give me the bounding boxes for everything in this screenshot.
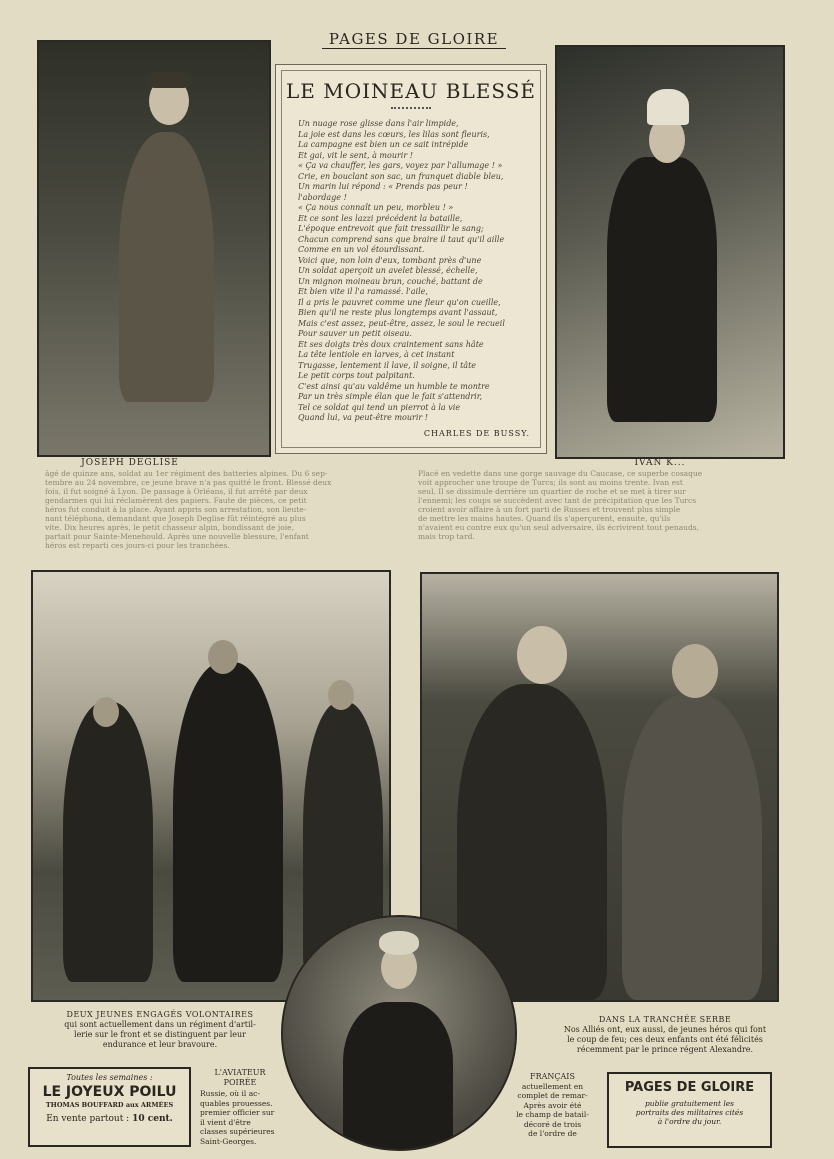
- ad-joyeux-poilu-subtitle: THOMAS BOUFFARD aux ARMÉES: [45, 1101, 174, 1109]
- poem-line: Par un très simple élan que le fait s'attendrir,: [298, 392, 483, 401]
- poem-line: Chacun comprend sans que braire il taut qu'il aille: [298, 234, 505, 244]
- aviator-line-5: Saint-Georges.: [200, 1136, 257, 1146]
- ad-pages-de-gloire-line-1: portraits des militaires cités: [635, 1108, 744, 1117]
- poem-author: CHARLES DE BUSSY.: [423, 429, 530, 438]
- caption-line: héros fut conduit à la place. Ayant appris son arrestation, son lieute-: [45, 505, 307, 514]
- caption-line: gendarmes qui lui réclamèrent des papiers. Faute de pièces, ce petit: [45, 496, 307, 505]
- poem-line: Quand lui, va peut-être mourir !: [298, 413, 428, 422]
- caption-line: Placé en vedette dans une gorge sauvage du Caucase, ce superbe cosaque: [418, 469, 703, 478]
- poem-line: « Ça va chauffer, les gars, voyez par l'allumage ! »: [298, 161, 503, 170]
- caption-volunteers-title: DEUX JEUNES ENGAGÉS VOLONTAIRES: [66, 1010, 254, 1019]
- francais-line-3: le champ de batail-: [516, 1110, 589, 1119]
- aviator-line-1: quables prouesses.: [200, 1098, 273, 1108]
- caption-line: tembre au 24 novembre, ce jeune brave n'a pas quitté le front. Blessé deux: [45, 478, 332, 487]
- francais-text: [505, 1072, 600, 1139]
- caption-line: nant téléphona, demandant que Joseph Deglise fût réintégré au plus: [45, 514, 306, 523]
- ad-pages-de-gloire: [607, 1072, 772, 1148]
- caption-ivan-k-text: [418, 469, 778, 559]
- ad-joyeux-poilu-sale: En vente partout :: [46, 1114, 130, 1124]
- poem-line: La campagne est bien un ce sait intrépide: [298, 140, 469, 149]
- poem-line: La tête lentiole en larves, à cet instant: [298, 350, 455, 359]
- poem-line: Un marin lui répond : « Prends pas peur !: [298, 182, 468, 191]
- poem-line: Un mignon moineau brun, couché, battant de: [298, 276, 483, 286]
- ad-joyeux-poilu-sale-line: [30, 1114, 189, 1124]
- ad-joyeux-poilu: [28, 1067, 191, 1147]
- poem-line: Voici que, non loin d'eux, tombant près d'une: [298, 255, 482, 265]
- caption-serbian-trench-line-1: le coup de feu; ces deux enfants ont été félicités: [567, 1035, 763, 1044]
- francais-line-1: complet de remar-: [517, 1091, 588, 1100]
- poem-line: Pour sauver un petit oiseau.: [298, 329, 412, 338]
- caption-ivan-k-title: IVAN K...: [634, 458, 686, 468]
- aviator-line-3: il vient d'être: [200, 1117, 251, 1127]
- caption-line: âgé de quinze ans, soldat au 1er régiment des batteries alpines. Du 6 sep-: [45, 469, 328, 478]
- poem-line: Un nuage rose glisse dans l'air limpide,: [298, 119, 459, 128]
- poem-line: C'est ainsi qu'au valdême un humble te montre: [298, 381, 490, 391]
- caption-line: de mettre les mains hautes. Quand ils s'aperçurent, ensuite, qu'ils: [418, 514, 671, 523]
- poem-box: [275, 64, 547, 454]
- caption-line: vite. Dix heures après, le petit chasseur alpin, bondissant de joie,: [45, 523, 294, 532]
- caption-volunteers-line-2: endurance et leur bravoure.: [102, 1040, 218, 1049]
- caption-joseph-deglise-text: [45, 469, 405, 559]
- caption-line: seul. Il se dissimule derrière un quartier de roche et se met à tirer sur: [418, 487, 686, 496]
- francais-line-0: actuellement en: [521, 1081, 584, 1091]
- ad-joyeux-poilu-title: LE JOYEUX POILU: [42, 1084, 177, 1100]
- ad-joyeux-poilu-top: Toutes les semaines :: [66, 1073, 153, 1082]
- caption-serbian-trench-line-0: Nos Alliés ont, eux aussi, de jeunes héros qui font: [563, 1025, 767, 1034]
- page-header: PAGES DE GLOIRE: [328, 30, 500, 48]
- poem-line: Bien qu'il ne reste plus longtemps avant l'assaut,: [298, 308, 498, 317]
- caption-serbian-trench-line-2: récemment par le prince régent Alexandre.: [576, 1045, 754, 1054]
- caption-line: partait pour Sainte-Menehould. Après une nouvelle blessure, l'enfant: [45, 532, 309, 541]
- ad-joyeux-poilu-price: 10 cent.: [132, 1114, 173, 1124]
- poem-line: Comme en un vol étourdissant.: [298, 245, 425, 254]
- poem-line: Il a pris le pauvret comme une fleur qu'on cueille,: [298, 297, 501, 307]
- ad-pages-de-gloire-line-0: publie gratuitement les: [644, 1099, 735, 1108]
- ad-pages-de-gloire-line-2: à l'ordre du jour.: [657, 1117, 722, 1126]
- poem-line: « Ça nous connaît un peu, morbleu ! »: [298, 203, 454, 212]
- caption-volunteers: [25, 1010, 295, 1050]
- poem-line: Et bien vite il l'a ramassé. l'aile,: [298, 287, 428, 296]
- aviator-text: [200, 1068, 280, 1146]
- poem-line: Mais c'est assez, peut-être, assez, le soul le recueil: [298, 318, 505, 328]
- poem-line: La joie est dans les cœurs, les lilas sont fleuris,: [298, 129, 490, 139]
- caption-serbian-trench: [520, 1015, 810, 1055]
- caption-line: héros est reparti ces jours-ci pour les tranchées.: [45, 541, 230, 550]
- caption-line: l'ennemi; les coups se succèdent avec tant de précipitation que les Turcs: [418, 496, 697, 505]
- poem-line: Crie, en bouclant son sac, un franquet diable bleu,: [298, 171, 504, 181]
- caption-line: mais trop tard.: [418, 532, 475, 541]
- aviator-title: L'AVIATEUR POIRÉE: [214, 1068, 266, 1087]
- poem-line: Trugasse, lentement il lave, il soigne, il tâte: [298, 360, 477, 370]
- caption-joseph-deglise-title: JOSEPH DEGLISE: [81, 458, 179, 468]
- header-rule: [322, 48, 506, 49]
- poem-line: Le petit corps tout palpitant.: [298, 371, 415, 380]
- poem-line: Tel ce soldat qui tend un pierrot à la vie: [298, 402, 461, 412]
- francais-line-5: de l'ordre de: [528, 1129, 577, 1138]
- francais-line-4: décoré de trois: [523, 1119, 582, 1129]
- poem-line: Et ses doigts très doux craintement sans hâte: [298, 339, 484, 349]
- aviator-line-4: classes supérieures: [200, 1127, 275, 1136]
- poem-line: Un soldat aperçoit un avelet blessé, échelle,: [298, 266, 478, 275]
- caption-line: n'avaient eu contre eux qu'un seul adversaire, ils écrivirent tout penauds,: [418, 523, 700, 532]
- poem-line: Et ce sont les lazzi précédent la bataille,: [298, 213, 463, 223]
- poem-line: L'époque entrevoit que fait tressaillir le sang;: [298, 224, 484, 233]
- photo-ivan-k: [555, 45, 785, 459]
- aviator-line-2: premier officier sur: [200, 1108, 275, 1117]
- photo-joseph-deglise: [37, 40, 271, 457]
- caption-line: voit approcher une troupe de Turcs; ils sont au moins trente. Ivan est: [418, 478, 683, 487]
- caption-line: croient avoir affaire à un fort parti de Russes et trouvent plus simple: [418, 505, 681, 514]
- poem-line: l'abordage !: [298, 192, 347, 202]
- photo-aviator-oval: [281, 915, 517, 1151]
- ad-pages-de-gloire-title: PAGES DE GLOIRE: [624, 1080, 755, 1095]
- francais-title: FRANÇAIS: [530, 1072, 575, 1081]
- caption-line: fois, il fut soigné à Lyon. De passage à Orléans, il fut arrêté par deux: [45, 487, 308, 496]
- poem-ornament: [391, 107, 431, 111]
- francais-line-2: Après avoir été: [523, 1100, 582, 1110]
- poem-line: Et gai, vit le sent, à mourir !: [298, 150, 413, 160]
- aviator-line-0: Russie, où il ac-: [200, 1089, 260, 1098]
- caption-serbian-trench-title: DANS LA TRANCHÉE SERBE: [598, 1015, 732, 1024]
- caption-volunteers-line-1: lerie sur le front et se distinguent par leur: [74, 1030, 246, 1039]
- poem-title: LE MOINEAU BLESSÉ: [286, 79, 536, 103]
- caption-volunteers-line-0: qui sont actuellement dans un régiment d'artil-: [64, 1020, 256, 1029]
